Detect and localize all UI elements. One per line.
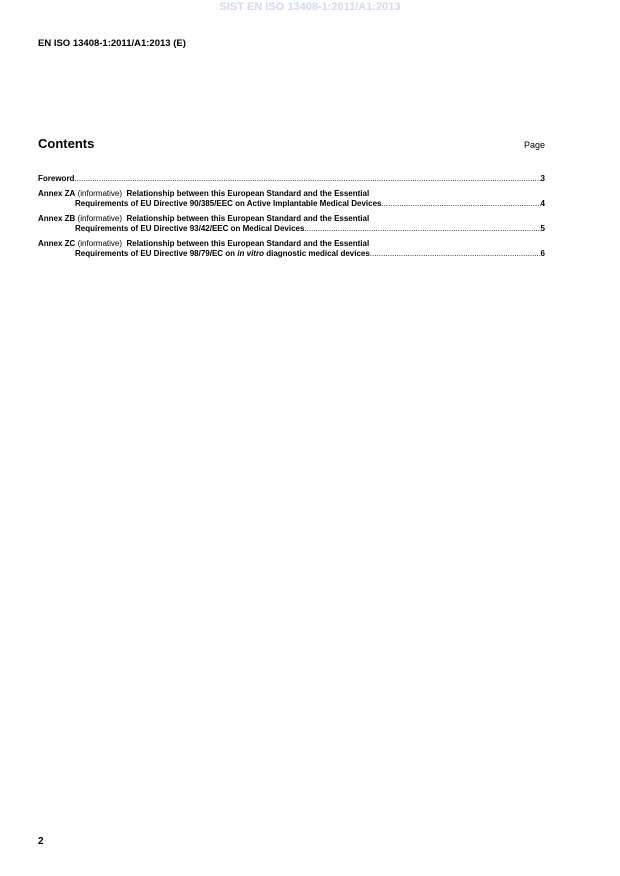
page-number: 2 [38,836,44,847]
document-id: EN ISO 13408-1:2011/A1:2013 (E) [38,38,186,49]
toc-annex-title: Relationship between this European Standard and the Essential [126,238,370,248]
toc-annex-qualifier: (informative) [77,213,123,223]
toc-leader [381,199,540,210]
toc-annex-title-cont: Requirements of EU Directive 90/385/EEC on Active Implantable Medical Devices [75,199,382,208]
toc-annex-id: Annex ZB [38,213,76,223]
toc-annex-title: Relationship between this European Standard and the Essential [126,213,370,223]
toc-foreword-label: Foreword [38,174,75,183]
toc-annex-title-cont-end: diagnostic medical devices [266,249,370,258]
contents-heading: Contents [38,136,95,151]
toc-annex-id: Annex ZC [38,238,76,248]
toc-entry-annex-zb[interactable] [38,214,545,235]
toc-annex-qualifier: (informative) [77,238,123,248]
toc-annex-title-italic: in vitro [237,249,264,258]
toc-annex-id: Annex ZA [38,188,76,198]
page-column-heading: Page [523,140,545,150]
toc-annex-qualifier: (informative) [77,188,123,198]
toc-page-number: 6 [540,249,545,258]
toc-entry-foreword[interactable] [38,174,545,185]
toc-leader [74,174,540,185]
table-of-contents [38,174,545,264]
watermark: SIST EN ISO 13408-1:2011/A1:2013 [219,1,401,13]
toc-entry-annex-zc[interactable] [38,239,545,260]
toc-annex-title: Relationship between this European Standard and the Essential [126,188,370,198]
toc-leader [304,224,540,235]
toc-entry-annex-za[interactable] [38,189,545,210]
toc-annex-title-cont: Requirements of EU Directive 93/42/EEC on Medical Devices [75,224,305,233]
toc-page-number: 4 [540,199,545,208]
toc-leader [370,249,541,260]
toc-page-number: 3 [540,174,545,183]
toc-annex-title-cont: Requirements of EU Directive 98/79/EC on [75,249,236,258]
toc-page-number: 5 [540,224,545,233]
